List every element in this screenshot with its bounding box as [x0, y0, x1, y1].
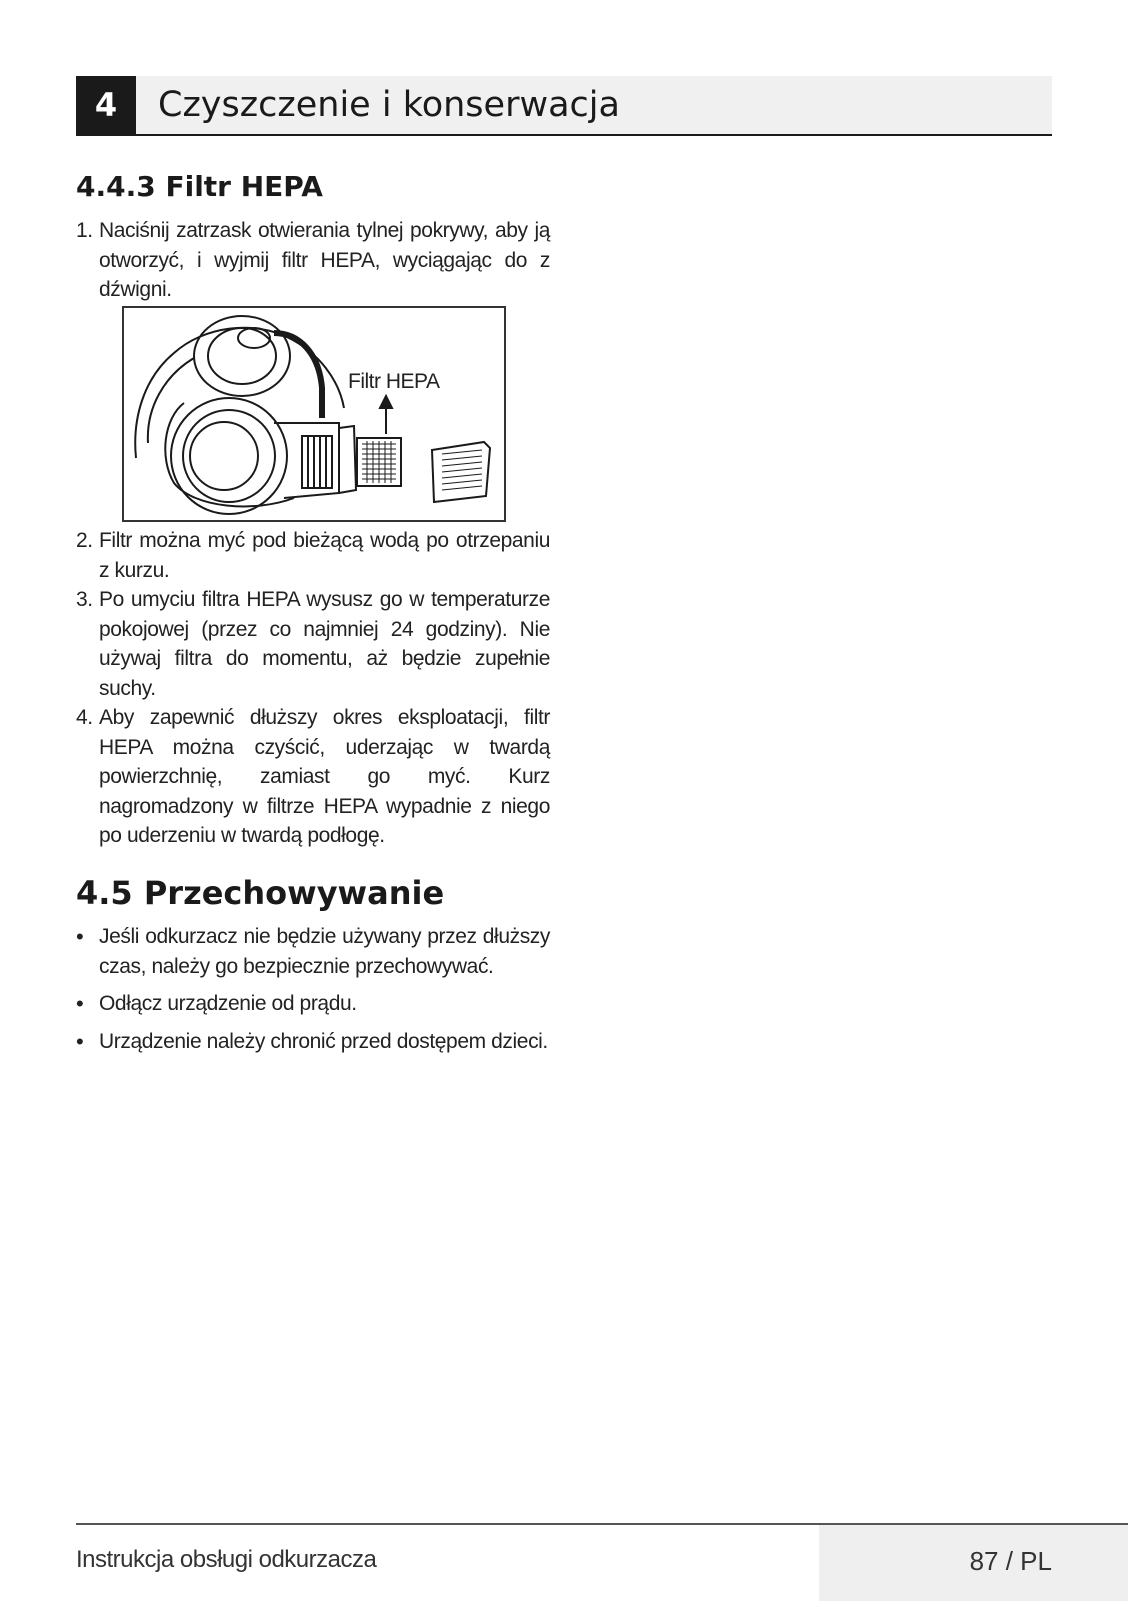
bullet-dot: •	[76, 924, 84, 949]
storage-bullet-1	[76, 922, 550, 981]
step-text: Aby zapewnić dłuższy okres eksploatacji, filtr HEPA można czyścić, uderzając w twardą powierzchnię, zamiast go myć. Kurz nagromadzony w filtrze HEPA wypadnie z niego po uderzeniu w twardą podłogę.	[99, 706, 550, 847]
storage-bullet-3	[76, 1027, 550, 1057]
step-number: 3.	[76, 588, 93, 611]
hepa-step-3	[76, 585, 550, 703]
bullet-text: Odłącz urządzenie od prądu.	[99, 992, 357, 1015]
hepa-step-list-b	[76, 526, 550, 851]
bullet-text: Jeśli odkurzacz nie będzie używany przez dłuższy czas, należy go bezpiecznie przechowywać.	[99, 925, 550, 978]
vacuum-cleaner-drawing	[124, 308, 504, 520]
hepa-step-list-a	[76, 216, 550, 305]
footer-page-number: 87 / PL	[969, 1546, 1052, 1576]
chapter-header	[76, 76, 1052, 136]
step-text: Filtr można myć pod bieżącą wodą po otrzepaniu z kurzu.	[99, 529, 550, 582]
step-text: Po umyciu filtra HEPA wysusz go w temperaturze pokojowej (przez co najmniej 24 godziny). Nie używaj filtra do momentu, aż będzie zupełnie suchy.	[99, 588, 550, 700]
hepa-filter-illustration	[122, 306, 506, 522]
chapter-title: Czyszczenie i konserwacja	[158, 85, 620, 125]
footer-manual-title: Instrukcja obsługi odkurzacza	[76, 1546, 377, 1573]
storage-bullet-2	[76, 989, 550, 1019]
hepa-step-2	[76, 526, 550, 585]
step-number: 2.	[76, 529, 93, 552]
hepa-step-4	[76, 703, 550, 851]
section-heading-storage: 4.5 Przechowywanie	[76, 874, 445, 912]
storage-bullet-list	[76, 922, 550, 1064]
step-number: 1.	[76, 219, 93, 242]
bullet-dot: •	[76, 1028, 84, 1054]
figure-label-hepa: Filtr HEPA	[348, 370, 440, 393]
bullet-text: Urządzenie należy chronić przed dostępem dzieci.	[99, 1029, 548, 1053]
step-text: Naciśnij zatrzask otwierania tylnej pokrywy, aby ją otworzyć, i wyjmij filtr HEPA, wyciągając do z dźwigni.	[99, 219, 550, 301]
bullet-dot: •	[76, 991, 84, 1016]
chapter-number: 4	[76, 76, 136, 134]
section-heading-hepa: 4.4.3 Filtr HEPA	[76, 170, 323, 203]
hepa-step-1	[76, 216, 550, 305]
step-number: 4.	[76, 706, 93, 729]
